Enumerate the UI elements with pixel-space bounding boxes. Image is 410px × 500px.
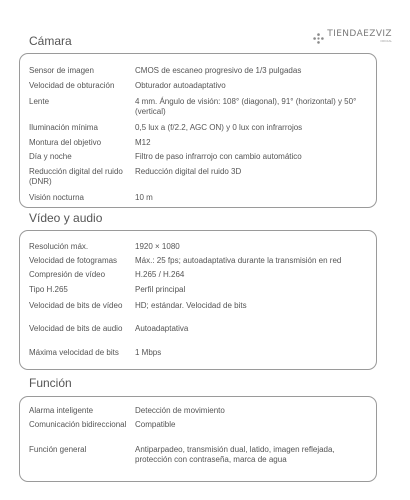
spec-label: Máxima velocidad de bits [29,348,119,357]
spec-label: Resolución máx. [29,242,89,251]
brand-name: TIENDAEZVIZ [327,29,392,39]
spec-label: Sensor de imagen [29,66,94,75]
brand-tagline: OFICIAL [380,39,392,43]
spec-value: 10 m [135,193,153,202]
spec-label: Velocidad de fotogramas [29,256,118,265]
ezviz-logo-icon [313,31,324,42]
spec-value: Obturador autoadaptativo [135,81,226,90]
spec-value: 4 mm. Ángulo de visión: 108° (diagonal), 91° (horizontal) y 50° (vertical) [135,97,357,116]
spec-label: Alarma inteligente [29,406,94,415]
spec-value: Perfil principal [135,285,186,294]
section-title-video-audio: Vídeo y audio [29,211,103,225]
spec-label: Función general [29,445,87,454]
spec-label: Velocidad de bits de vídeo [29,301,123,310]
section-box-video-audio [19,230,377,370]
spec-label: Comunicación bidireccional [29,420,127,429]
section-title-camara: Cámara [29,34,72,48]
spec-value: Máx.: 25 fps; autoadaptativa durante la transmisión en red [135,256,342,265]
spec-label: Compresión de vídeo [29,270,106,279]
spec-label: Iluminación mínima [29,123,98,132]
section-box-funcion [19,396,377,482]
spec-value: HD; estándar. Velocidad de bits [135,301,247,310]
spec-value: CMOS de escaneo progresivo de 1/3 pulgadas [135,66,302,75]
spec-value: Antiparpadeo, transmisión dual, latido, imagen reflejada, protección con contraseña, marca de agua [135,445,335,464]
spec-value: Detección de movimiento [135,406,225,415]
spec-label: Lente [29,97,50,106]
brand-logo [313,30,392,43]
section-title-funcion: Función [29,376,72,390]
spec-value: 1 Mbps [135,348,162,357]
spec-value: Filtro de paso infrarrojo con cambio automático [135,152,302,161]
spec-label: Velocidad de obturación [29,81,115,90]
spec-value: M12 [135,138,151,147]
spec-label: Día y noche [29,152,72,161]
spec-label: Montura del objetivo [29,138,102,147]
spec-value: Autoadaptativa [135,324,189,333]
spec-value: Reducción digital del ruido 3D [135,167,242,176]
spec-value: 0,5 lux a (f/2.2, AGC ON) y 0 lux con infrarrojos [135,123,303,132]
spec-label: Velocidad de bits de audio [29,324,123,333]
section-box-camara [19,53,377,208]
spec-value: 1920 × 1080 [135,242,180,251]
spec-label: Visión nocturna [29,193,84,202]
spec-label: Tipo H.265 [29,285,68,294]
spec-value: Compatible [135,420,176,429]
spec-label: Reducción digital del ruido (DNR) [29,167,123,186]
spec-value: H.265 / H.264 [135,270,185,279]
